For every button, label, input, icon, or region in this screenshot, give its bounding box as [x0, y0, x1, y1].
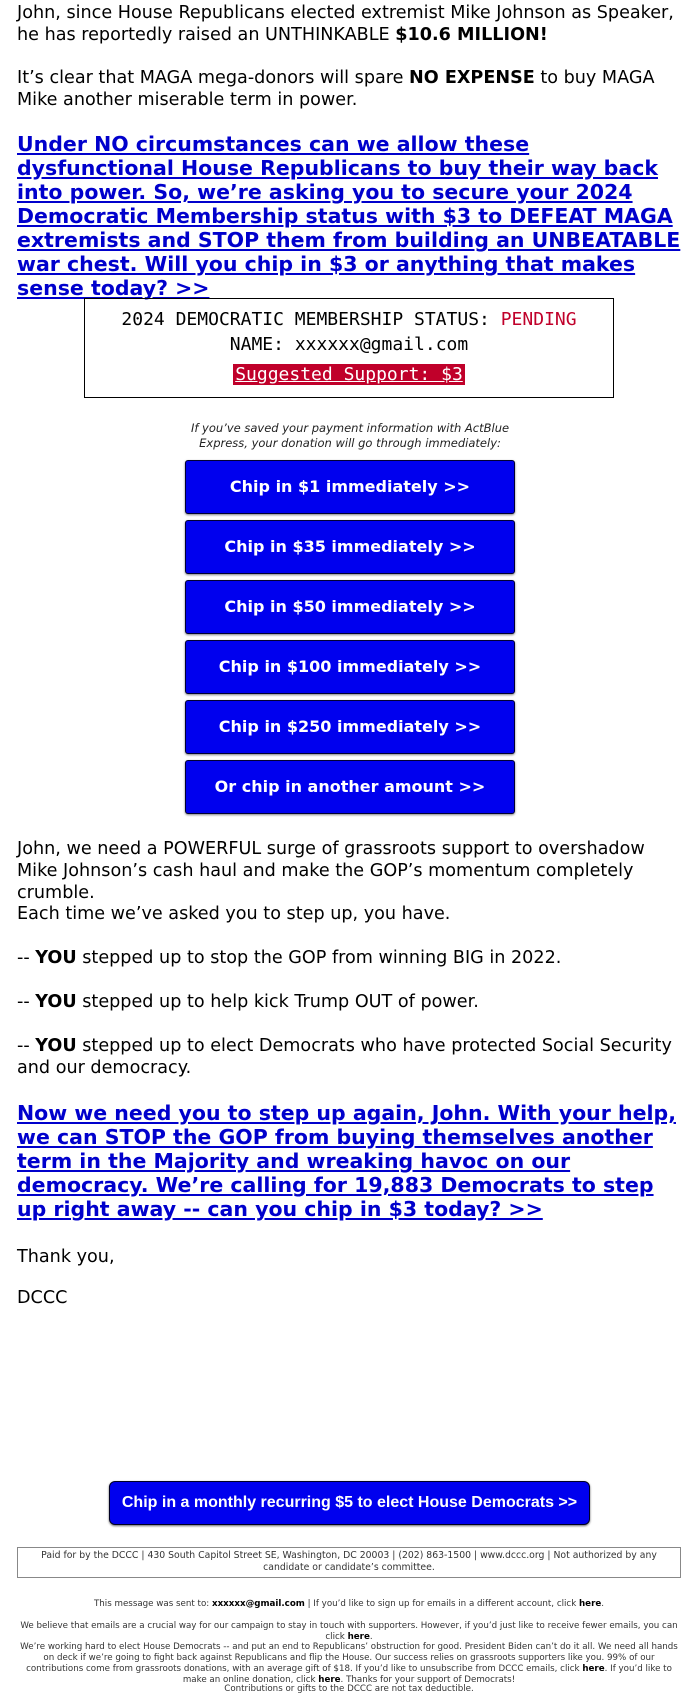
intro-paragraph-1: John, since House Republicans elected extremist Mike Johnson as Speaker, he has reportedly raised an UNTHINKABLE $10.6 MILLION! [17, 3, 674, 45]
monthly-recurring-button[interactable]: Chip in a monthly recurring $5 to elect House Democrats >> [109, 1481, 590, 1525]
body-paragraph-step-up: Each time we’ve asked you to step up, you have. [17, 904, 451, 924]
chip-in-other-button[interactable]: Or chip in another amount >> [185, 760, 515, 814]
signature: DCCC [17, 1288, 68, 1308]
tax-deductible-notice: Contributions or gifts to the DCCC are not tax deductible. [224, 1684, 474, 1694]
membership-status-line: 2024 DEMOCRATIC MEMBERSHIP STATUS: PENDING [121, 309, 577, 330]
bullet-trump: -- YOU stepped up to help kick Trump OUT of power. [17, 992, 479, 1012]
chip-in-35-button[interactable]: Chip in $35 immediately >> [185, 520, 515, 574]
chip-in-100-button[interactable]: Chip in $100 immediately >> [185, 640, 515, 694]
change-account-link[interactable]: here [579, 1599, 602, 1609]
chip-in-50-button[interactable]: Chip in $50 immediately >> [185, 580, 515, 634]
fewer-emails-link[interactable]: here [347, 1632, 370, 1642]
donate-link-2[interactable]: Now we need you to step up again, John. With your help, we can STOP the GOP from buying themselves another term in the Majority and wreaking havoc on our democracy. We’re calling for 19,883 Democrats to step up right away -- can you chip in $3 today? >> [17, 1101, 676, 1221]
donate-link-1[interactable]: Under NO circumstances can we allow these dysfunctional House Republicans to buy their way back into power. So, we’re asking you to secure your 2024 Democratic Membership status with $3 to DEFEAT MAGA extremists and STOP them from building an UNBEATABLE war chest. Will you chip in $3 or anything that makes sense today? >> [17, 132, 681, 300]
online-donation-link[interactable]: here [318, 1675, 341, 1685]
chip-in-250-button[interactable]: Chip in $250 immediately >> [185, 700, 515, 754]
suggested-support-link[interactable]: Suggested Support: $3 [235, 364, 463, 385]
sign-off: Thank you, [17, 1247, 115, 1267]
sent-to-notice: This message was sent to: xxxxxx@gmail.com | If you’d like to sign up for emails in a different account, click here. [93, 1599, 605, 1609]
working-hard-notice: We’re working hard to elect House Democrats -- and put an end to Republicans’ obstruction for good. President Biden can’t do it all. We need all hands on deck if we’re going to fight back against Republicans and flip the House. Our success relies on grassroots supporters like you. 99% of our contributions come from grassroots donations, with an average gift of $18. If you’d like to unsubscribe from DCCC emails, click here. If you’d like to make an online donation, click here. Thanks for your support of Democrats! [20, 1642, 678, 1685]
body-paragraph-surge: John, we need a POWERFUL surge of grassroots support to overshadow Mike Johnson’s cash haul and make the GOP’s momentum completely crumble. [17, 839, 645, 903]
member-name-line: NAME: xxxxxx@gmail.com [229, 334, 469, 355]
amount-raised: $10.6 MILLION! [395, 25, 548, 45]
actblue-express-note: If you’ve saved your payment information with ActBlue Express, your donation will go through immediately: [190, 421, 510, 450]
status-pending: PENDING [500, 309, 577, 330]
chip-in-1-button[interactable]: Chip in $1 immediately >> [185, 460, 515, 514]
intro-paragraph-2: It’s clear that MAGA mega-donors will spare NO EXPENSE to buy MAGA Mike another miserable term in power. [17, 68, 655, 110]
fewer-emails-notice: We believe that emails are a crucial way for our campaign to stay in touch with supporters. However, if you’d just like to receive fewer emails, you can click here. [20, 1621, 678, 1642]
member-email: xxxxxx@gmail.com [294, 334, 469, 355]
bullet-social-security: -- YOU stepped up to elect Democrats who have protected Social Security and our democracy. [17, 1036, 672, 1078]
membership-status-box[interactable] [84, 298, 614, 398]
paid-for-by-disclaimer: Paid for by the DCCC | 430 South Capitol Street SE, Washington, DC 20003 | (202) 863-1500 | www.dccc.org | Not authorized by any candidate or candidate’s committee. [17, 1547, 681, 1578]
unsubscribe-link[interactable]: here [582, 1664, 605, 1674]
recipient-email: xxxxxx@gmail.com [211, 1599, 305, 1609]
suggested-support-line[interactable] [85, 364, 613, 386]
bullet-2022: -- YOU stepped up to stop the GOP from winning BIG in 2022. [17, 948, 562, 968]
